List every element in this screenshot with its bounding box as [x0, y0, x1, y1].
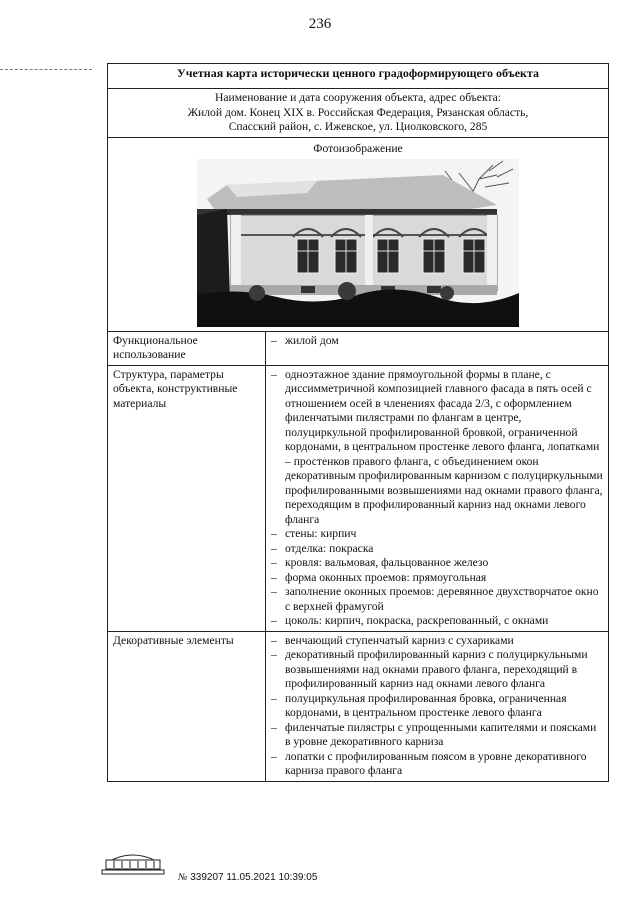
list-item: – форма оконных проемов: прямоугольная [271, 571, 603, 586]
number-sign: № [178, 872, 188, 883]
row-label-structure: Структура, параметры объекта, конструктивные материалы [108, 365, 266, 631]
margin-cut-line [0, 69, 92, 70]
list-item: – филенчатые пилястры с упрощенными капителями и поясками в уровне декоративного карниза [271, 721, 603, 750]
list-item: – отделка: покраска [271, 542, 603, 557]
row-value-function [266, 331, 609, 365]
object-name-cell [108, 89, 609, 138]
building-photo [197, 159, 519, 327]
row-label-function: Функциональное использование [108, 331, 266, 365]
row-value-decor [266, 631, 609, 781]
document-number: 339207 [190, 872, 224, 883]
document-registration [178, 872, 317, 883]
list-item: – цоколь: кирпич, покраска, раскрепованный, с окнами [271, 614, 603, 629]
photo-label: Фотоизображение [313, 141, 403, 155]
list-item: – декоративный профилированный карниз с полуциркульными возвышениями над окнами правого фланга, переходящий в профилированный карниз над окнами левого фланга [271, 648, 603, 692]
list-item: – лопатки с профилированным поясом в уровне декоративного карниза правого фланга [271, 750, 603, 779]
list-item: – заполнение оконных проемов: деревянное двухстворчатое окно с верхней фрамугой [271, 585, 603, 614]
list-item: – венчающий ступенчатый карниз с сухариками [271, 634, 603, 649]
object-name-line: Жилой дом. Конец XIX в. Российская Федерация, Рязанская область, [187, 105, 529, 119]
page-number: 236 [308, 16, 332, 32]
list-item: – стены: кирпич [271, 527, 603, 542]
list-item: – кровля: вальмовая, фальцованное железо [271, 556, 603, 571]
list-item: – одноэтажное здание прямоугольной формы в плане, с диссимметричной композицией главного фасада в пять осей с отношением осей в членениях фасада 2/3, с оформлением филенчатыми пилястрами по флангам в центре, полуциркульной профилированной бровкой, ограниченной кордонами, в центральном простенке левого фланга, лопатками – простенков правого фланга, с объединением окон декоративным профилированным карнизом с полуциркульными профилированными возвышениями над окнами правого фланга, переходящим в профилированный карниз над окнами левого фланга [271, 368, 603, 528]
registry-stamp-icon [100, 852, 166, 876]
row-label-decor: Декоративные элементы [108, 631, 266, 781]
record-card-table [107, 63, 609, 782]
list-item: – полуциркульная профилированная бровка, ограниченная кордонами, в центральном простенке левого фланга [271, 692, 603, 721]
document-datetime: 11.05.2021 10:39:05 [226, 872, 318, 883]
object-name-heading: Наименование и дата сооружения объекта, адрес объекта: [215, 91, 501, 104]
card-title: Учетная карта исторически ценного градоформирующего объекта [108, 64, 609, 89]
row-value-structure [266, 365, 609, 631]
photo-cell [108, 137, 609, 331]
object-address-line: Спасский район, с. Ижевское, ул. Циолковского, 285 [228, 120, 488, 133]
list-item: – жилой дом [271, 334, 603, 349]
